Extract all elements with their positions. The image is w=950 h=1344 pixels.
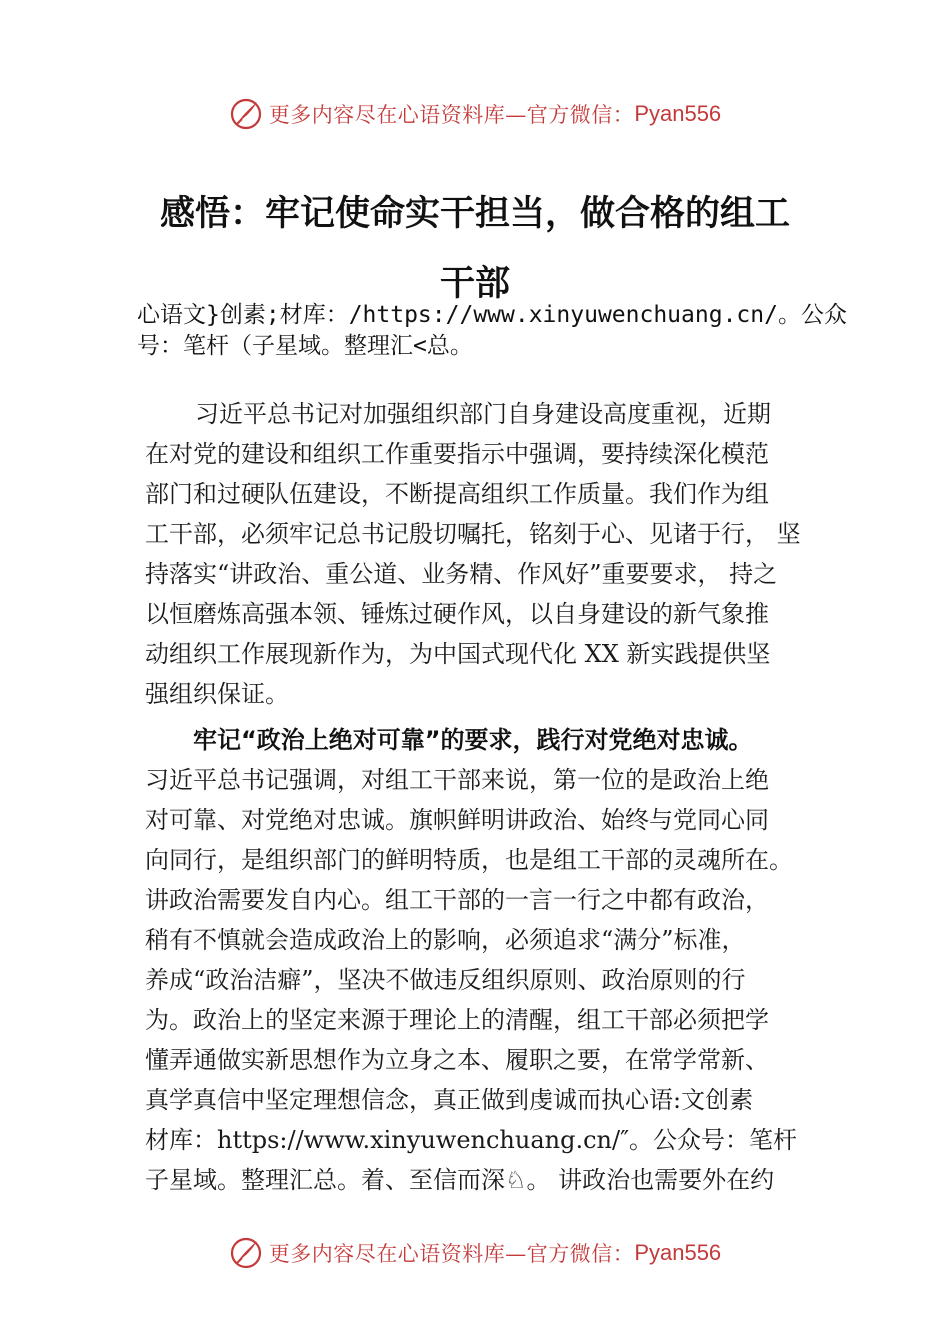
- source-note-line: 号：笔杆（子星域。整理汇<总。: [137, 333, 473, 359]
- paragraph-line: 工干部，必须牢记总书记殷切嘱托，铭刻于心、见诸于行， 坚: [145, 520, 801, 548]
- paragraph-line: 材库：https://www.xinyuwenchuang.cn/″。公众号：笔杆: [145, 1126, 798, 1154]
- paragraph-line: 习近平总书记强调，对组工干部来说，第一位的是政治上绝: [145, 766, 769, 794]
- banner-text: 更多内容尽在心语资料库—官方微信：: [268, 1242, 635, 1266]
- banner-wechat-id: Pyan556: [634, 101, 722, 126]
- paragraph-line: 习近平总书记对加强组织部门自身建设高度重视，近期: [195, 400, 771, 428]
- paragraph-line: 为。政治上的坚定来源于理论上的清醒，组工干部必须把学: [145, 1006, 769, 1034]
- source-note: [137, 300, 847, 362]
- paragraph-line: 在对党的建设和组织工作重要指示中强调，要持续深化模范: [145, 440, 769, 468]
- footer-banner: [0, 1233, 950, 1273]
- paragraph-line: 子星域。整理汇总。着、至信而深♘。 讲政治也需要外在约: [145, 1166, 775, 1194]
- document-title-line-1: 感悟：牢记使命实干担当，做合格的组工: [159, 194, 790, 234]
- paragraph-intro: [145, 394, 825, 714]
- document-title-line-2: 干部: [439, 264, 510, 304]
- quill-circle-logo-icon: [229, 97, 263, 131]
- paragraph-line: 养成“政治洁癖”，坚决不做违反组织原则、政治原则的行: [145, 966, 746, 994]
- source-note-line: 心语文}创素;材库：/https://www.xinyuwenchuang.cn/。公众: [137, 302, 847, 328]
- paragraph-line: 持落实“讲政治、重公道、业务精、作风好”重要要求， 持之: [145, 560, 778, 588]
- paragraph-line: 对可靠、对党绝对忠诚。旗帜鲜明讲政治、始终与党同心同: [145, 806, 769, 834]
- quill-circle-logo-icon: [229, 1236, 263, 1270]
- paragraph-political-reliability: [145, 720, 825, 1200]
- banner-wechat-id: Pyan556: [634, 1240, 722, 1265]
- paragraph-line: 以恒磨炼高强本领、锤炼过硬作风，以自身建设的新气象推: [145, 600, 769, 628]
- section-heading: 牢记“政治上绝对可靠”的要求，践行对党绝对忠诚。: [193, 726, 753, 754]
- banner-text: 更多内容尽在心语资料库—官方微信：: [268, 103, 635, 127]
- paragraph-line: 懂弄通做实新思想作为立身之本、履职之要，在常学常新、: [145, 1046, 769, 1074]
- paragraph-line: 动组织工作展现新作为，为中国式现代化 XX 新实践提供坚: [145, 640, 771, 668]
- paragraph-line: 强组织保证。: [145, 680, 289, 708]
- paragraph-line: 讲政治需要发自内心。组工干部的一言一行之中都有政治，: [145, 886, 769, 914]
- paragraph-line: 稍有不慎就会造成政治上的影响，必须追求“满分”标准，: [145, 926, 746, 954]
- paragraph-line: 部门和过硬队伍建设，不断提高组织工作质量。我们作为组: [145, 480, 769, 508]
- paragraph-line: 向同行，是组织部门的鲜明特质，也是组工干部的灵魂所在。: [145, 846, 793, 874]
- paragraph-line: 真学真信中坚定理想信念，真正做到虔诚而执心语:文创素: [145, 1086, 754, 1114]
- header-banner: [0, 94, 950, 134]
